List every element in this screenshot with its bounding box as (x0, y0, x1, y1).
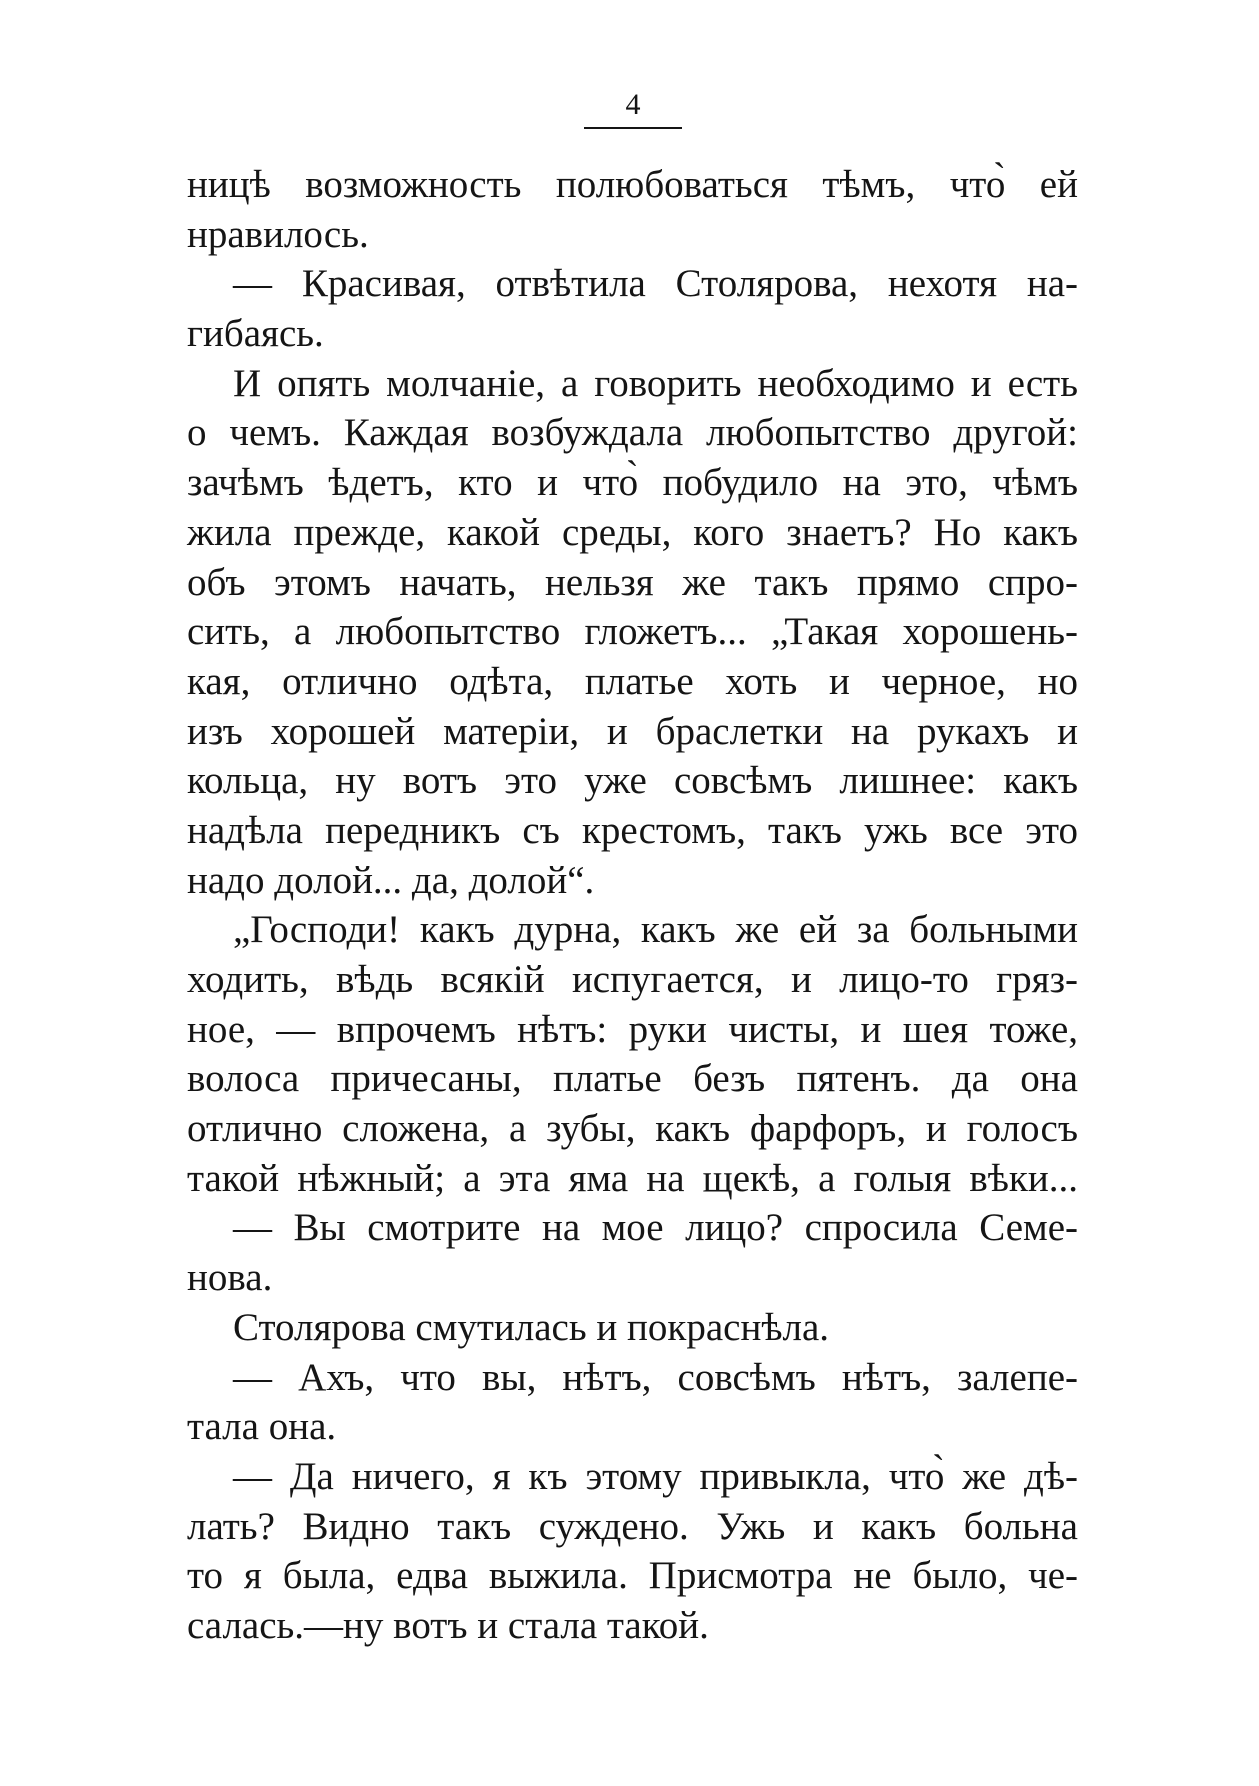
text-line: — Да ничего, я къ этому привыкла, что̀ же дѣ- (233, 1454, 1078, 1498)
text-line: надѣла передникъ съ крестомъ, такъ ужь все это (187, 808, 1078, 852)
text-line: нова. (187, 1256, 273, 1300)
text-line: такой нѣжный; а эта яма на щекѣ, а голыя вѣки... (187, 1156, 1078, 1200)
text-line: то я была, едва выжила. Присмотра не было, че- (187, 1554, 1078, 1598)
text-line: ное, — впрочемъ нѣтъ: руки чисты, и шея тоже, (187, 1007, 1078, 1051)
text-line: о чемъ. Каждая возбуждала любопытство другой: (187, 411, 1078, 455)
text-line: жила прежде, какой среды, кого знаетъ? Но какъ (187, 510, 1078, 554)
paragraph (187, 1353, 1078, 1452)
text-line: Столярова смутилась и покраснѣла. (233, 1305, 830, 1349)
text-line: зачѣмъ ѣдетъ, кто и что̀ побудило на это, чѣмъ (187, 461, 1078, 505)
paragraph (187, 359, 1078, 906)
text-line: нравилось. (187, 212, 369, 256)
text-line: — Красивая, отвѣтила Столярова, нехотя на- (233, 262, 1078, 306)
text-line: лать? Видно такъ суждено. Ужь и какъ больна (187, 1504, 1078, 1548)
text-line: ницѣ возможность полюбоваться тѣмъ, что̀ ей (187, 163, 1078, 206)
paragraph (187, 1303, 1078, 1353)
text-line: кольца, ну вотъ это уже совсѣмъ лишнее: какъ (187, 759, 1078, 803)
text-line: кая, отлично одѣта, платье хоть и черное, но (187, 659, 1078, 703)
paragraph (187, 905, 1078, 1203)
text-line: отлично сложена, а зубы, какъ фарфоръ, и голосъ (187, 1107, 1078, 1151)
paragraph (187, 259, 1078, 358)
text-line: волоса причесаны, платье безъ пятенъ. да она (187, 1057, 1078, 1101)
text-line: сить, а любопытство гложетъ... „Такая хорошень- (187, 610, 1078, 654)
text-line: салась.—ну вотъ и стала такой. (187, 1603, 709, 1647)
text-line: „Господи! какъ дурна, какъ же ей за больными (233, 908, 1078, 952)
text-line: надо долой... да, долой“. (187, 858, 595, 902)
text-line: ходить, вѣдь всякій испугается, и лицо-то гряз- (187, 958, 1078, 1001)
text-line: — Ахъ, что вы, нѣтъ, совсѣмъ нѣтъ, залепе- (233, 1355, 1078, 1399)
text-line: гибаясь. (187, 312, 324, 356)
page-number-rule (584, 127, 682, 129)
text-line: объ этомъ начать, нельзя же такъ прямо спро- (187, 560, 1078, 604)
page-number: 4 (625, 88, 641, 121)
text-body (187, 160, 1078, 1651)
text-line: — Вы смотрите на мое лицо? спросила Семе- (233, 1206, 1078, 1250)
paragraph (187, 1452, 1078, 1651)
text-line: изъ хорошей матеріи, и браслетки на рукахъ и (187, 709, 1078, 753)
paragraph (187, 160, 1078, 259)
text-line: тала она. (187, 1405, 337, 1449)
paragraph (187, 1203, 1078, 1302)
text-line: И опять молчаніе, а говорить необходимо и есть (233, 361, 1078, 405)
